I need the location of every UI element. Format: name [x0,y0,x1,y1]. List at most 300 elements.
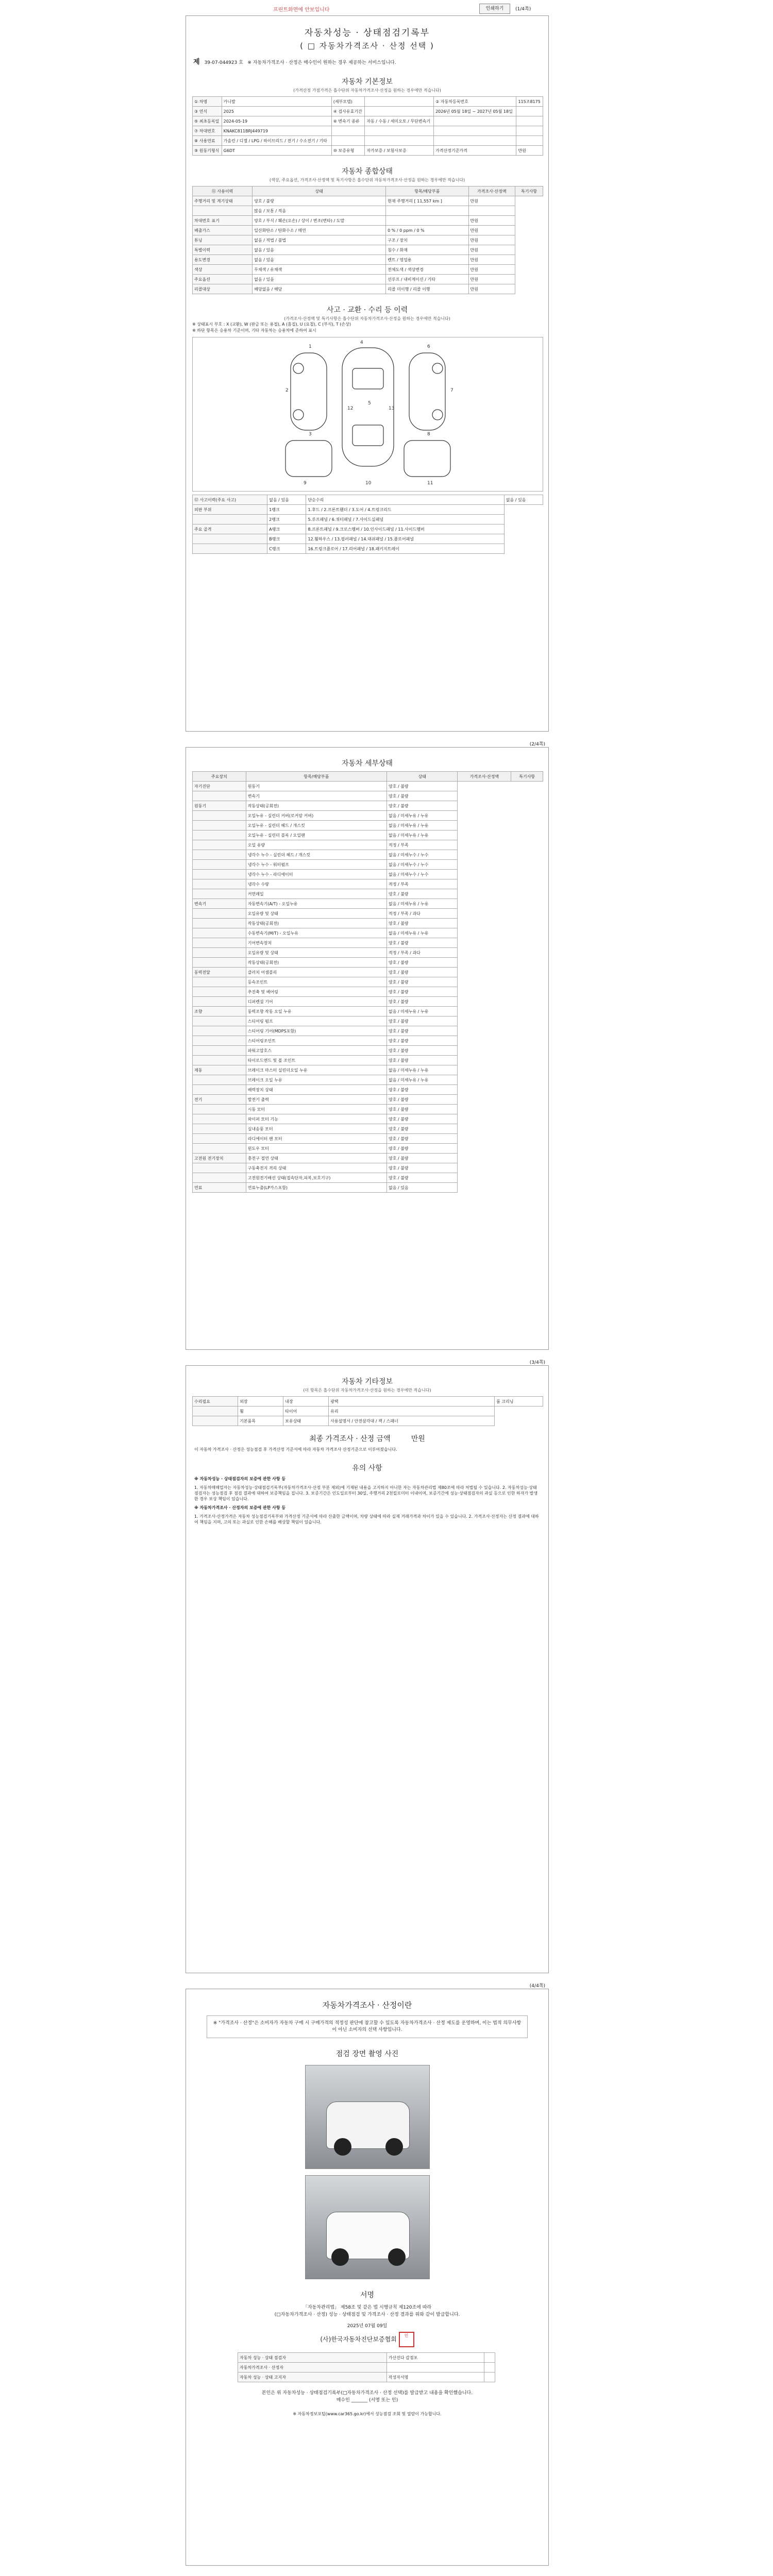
issuing-org-name: (사)한국자동차진단보증협회 [320,2335,397,2343]
table-cell [193,1163,246,1173]
table-cell: 작동상태(공회전) [246,801,386,811]
table-cell: 차대번호 표기 [193,216,253,226]
table-row [193,206,543,216]
page-2-tag: (2/4쪽) [529,742,545,747]
table-cell [193,821,246,831]
table-cell [365,97,434,107]
table-row [193,146,543,156]
column-header: 가격조사·산정액 [458,772,511,782]
table-row [193,1416,543,1426]
table-cell: 외판 부위 [193,505,267,515]
diagram-part-label: 1 [309,344,312,349]
table-cell: 많음 / 보통 / 적음 [253,206,386,216]
table-row [193,1183,543,1193]
table-cell: 스티어링 기어(MDPS포함) [246,1026,386,1036]
inspection-photo-1 [305,2065,430,2169]
table-cell [193,791,246,801]
table-row [193,909,543,919]
document-title: 자동차성능 · 상태점검기록부 [304,28,430,38]
caution-head-2: ※ 자동차가격조사 · 산정자의 보증에 관한 사항 등 [194,1505,286,1510]
car-right-view [409,353,445,430]
table-cell [193,860,246,870]
table-cell: 만원 [516,146,543,156]
table-cell: ⑫ 사고이력(주요 사고) [193,495,267,505]
table-cell: 일산화탄소 / 탄화수소 / 매연 [253,226,386,235]
table-cell: 기어변속장치 [246,938,386,948]
caution-body-1: 1. 자동차매매업자는 자동차성능·상태점검기록부(자동차가격조사·산정 부분 제외)에 기재된 내용을 고지하지 아니한 자는 자동차관리법 제80조에 따라 처벌될 수 있습니다. 2. 자동차성능·상태점검자는 성능점검 후 점검 결과에 대하여 보증책임을 집니다. 3. 보증기간은 인도일로부터 30일, 주행거리 2천킬로미터 이내이며, 보증기간에 성능·상태점검자의 과실 등으로 인한 하자가 발생한 경우 보상 책임이 있습니다. [194,1485,538,1501]
table-cell [386,206,468,216]
table-cell [193,997,246,1007]
column-header: 특기사항 [515,187,543,196]
table-cell: ② 자동차등록번호 [434,97,516,107]
caution-head-1: ※ 자동차성능 · 상태점검자의 보증에 관한 사항 등 [194,1477,286,1481]
table-cell: 양호 / 불량 [386,1114,458,1124]
table-cell: 추진축 및 베어링 [246,987,386,997]
table-cell: 없음 / 미세누수 / 누수 [386,870,458,879]
table-cell: 선루프 / 내비게이션 / 기타 [386,275,468,284]
table-cell [193,958,246,968]
table-cell: 렌트 / 영업용 [386,255,468,265]
table-row [193,821,543,831]
table-cell: A랭크 [267,524,306,534]
table-cell: 16.트렁크플로어 / 17.리어패널 / 18.패키지트레이 [306,544,504,554]
legend-line: ※ 상태표시 부호 : X (교환), W (판금 또는 용접), A (흠집), U (요철), C (부식), T (손상) [192,322,351,327]
table-row [193,1065,543,1075]
table-cell: 가솔린 / 디젤 / LPG / 하이브리드 / 전기 / 수소전기 / 기타 [222,136,331,146]
table-cell [193,870,246,879]
table-cell: 12.휠하우스 / 13.필러패널 / 14.대쉬패널 / 15.플로어패널 [306,534,504,544]
column-header: 가격조사·산정액 [468,187,515,196]
table-cell: 브레이크 오일 누유 [246,1075,386,1085]
table-cell [434,116,516,126]
buyer-sign: 매수인 _______ (서명 또는 인) [336,2398,398,2403]
table-cell: ① 차명 [193,97,222,107]
table-cell [386,2363,484,2372]
table-cell: 없음 / 적법 / 불법 [253,235,386,245]
table-cell: ③ 연식 [193,107,222,116]
doc-suffix: 호 [239,60,243,65]
table-cell: 없음 / 있음 [267,495,306,505]
doc-prefix: 제 [193,58,200,66]
table-cell: 작동상태(공회전) [246,919,386,928]
table-cell: 주행거리 및 계기상태 [193,196,253,206]
table-cell [484,2353,495,2363]
table-cell: 양호 / 불량 [386,1036,458,1046]
table-cell: 적정 / 부족 [386,840,458,850]
table-row [193,245,543,255]
table-row [193,505,543,515]
table-cell [193,1124,246,1134]
table-row [193,899,543,909]
table-cell: 윈도우 모터 [246,1144,386,1154]
table-cell: 리콜대상 [193,284,253,294]
table-cell: 없음 / 미세누유 / 누유 [386,1075,458,1085]
sign-text-1: 「자동차관리법」 제58조 및 같은 법 시행규칙 제120조에 따라 [303,2305,432,2310]
table-cell [386,216,468,226]
table-cell: 양호 / 불량 [386,987,458,997]
table-row [238,2372,495,2382]
table-cell: 원동기 [193,801,246,811]
table-row [238,2363,495,2372]
document-subtitle: ( □ 자동차가격조사 · 산정 선택 ) [300,41,434,50]
table-cell: 현재 주행거리 [ 11,557 km ] [386,196,468,206]
car-diagram [192,337,543,492]
table-row [193,889,543,899]
diagram-part-label: 13 [389,406,395,411]
table-cell: 양호 / 부식 / 훼손(오손) / 상이 / 변조(변타) / 도말 [253,216,386,226]
table-cell: 스티어링 펌프 [246,1016,386,1026]
top-bar [186,3,549,14]
caution-body-2: 1. 가격조사·산정가격은 자동차 성능점검기록부와 가격산정 기준서에 따라 산출한 금액이며, 차량 상태에 따라 실제 거래가격과 차이가 있을 수 있습니다. 2. 가격조사·산정자는 산정 결과에 대하여 책임을 지며, 고의 또는 과실로 인한 손해를 배상할 책임이 있습니다. [194,1514,539,1524]
table-cell: 8.프론트패널 / 9.크로스멤버 / 10.인사이드패널 / 11.사이드멤버 [306,524,504,534]
table-cell: 오일누유 - 실린더 커버(로커암 커버) [246,811,386,821]
price-note: 이 자동차 가격조사 · 산정은 성능점검 후 가격산정 기준서에 따라 자동차 가격조사 산정기준으로 이루어졌습니다. [194,1447,397,1452]
table-cell: 양호 / 불량 [253,196,386,206]
car-rear-view [404,440,450,477]
table-row [193,1397,543,1406]
table-row [193,1114,543,1124]
table-cell: 연료누출(LP가스포함) [246,1183,386,1193]
table-cell: 없음 / 있음 [504,495,543,505]
table-cell [193,987,246,997]
table-cell: 제동 [193,1065,246,1075]
table-cell: ⑧ 사용연료 [193,136,222,146]
table-header [193,187,543,196]
table-cell: 특별이력 [193,245,253,255]
table-cell [365,136,434,146]
table-cell: ⑦ 차대번호 [193,126,222,136]
inspection-photo-2 [305,2175,430,2279]
table-cell: 룸 크리닝 [494,1397,543,1406]
table-cell: 적정 / 부족 [386,879,458,889]
car-front-view [285,440,332,477]
table-row [193,126,543,136]
table-cell: 2랭크 [267,515,306,524]
table-row [193,811,543,821]
column-header: 항목/해당부품 [246,772,386,782]
table-cell: 라디에이터 팬 모터 [246,1134,386,1144]
table-cell: 가격산정기준가격 [434,146,516,156]
table-cell: 발전기 출력 [246,1095,386,1105]
page-3-tag: (3/4쪽) [529,1360,545,1365]
table-cell: 냉각수 누수 - 라디에이터 [246,870,386,879]
table-row [193,928,543,938]
accident-table [192,495,543,554]
table-cell: 자동변속기(A/T) - 오일누유 [246,899,386,909]
diagram-part-label: 7 [450,388,453,393]
table-cell: 양호 / 불량 [386,968,458,977]
table-cell: 자가보증 / 보험사보증 [365,146,434,156]
table-cell: 리콜 미이행 / 리콜 이행 [386,284,468,294]
table-cell: 배출가스 [193,226,253,235]
other-title: 자동차 기타정보 [341,1378,393,1386]
page-4-tag: (4/4쪽) [529,1984,545,1989]
table-cell: 전기 [193,1095,246,1105]
table-cell: 충전구 절연 상태 [246,1154,386,1163]
table-row [193,1007,543,1016]
diagram-part-label: 11 [427,481,433,486]
table-cell: 동력조향 작동 오일 누유 [246,1007,386,1016]
table-cell: 만원 [468,275,515,284]
table-row [193,1075,543,1085]
table-cell: 용도변경 [193,255,253,265]
price-unit: 만원 [411,1435,425,1443]
table-row [193,1406,543,1416]
table-cell: 내장 [283,1397,329,1406]
table-cell: 적정 / 부족 / 과다 [386,909,458,919]
column-header: 상태 [386,772,458,782]
table-cell: 양호 / 불량 [386,1124,458,1134]
table-cell: 양호 / 불량 [386,938,458,948]
table-cell [516,136,543,146]
table-cell: 자동 / 수동 / 세미오토 / 무단변속기 [365,116,434,126]
table-cell: 양호 / 불량 [386,977,458,987]
table-cell [193,879,246,889]
table-row [193,1016,543,1026]
table-cell: 양호 / 불량 [386,1163,458,1173]
table-row [193,216,543,226]
table-cell: (세부모델) [331,97,365,107]
table-row [193,831,543,840]
table-cell [193,1075,246,1085]
table-cell [331,136,365,146]
table-row [193,860,543,870]
page-2 [186,742,549,1350]
caution-title: 유의 사항 [352,1464,382,1472]
print-button[interactable]: 인쇄하기 [479,4,510,14]
table-cell: 만원 [468,255,515,265]
table-cell: 사용설명서 / 안전삼각대 / 잭 / 스패너 [329,1416,495,1426]
table-row [193,1026,543,1036]
table-row [193,1173,543,1183]
table-cell: 오일누유 - 실린더 헤드 / 개스킷 [246,821,386,831]
table-cell: 고전원전기배선 상태(접속단자,피복,보호기구) [246,1173,386,1183]
table-cell: 자기진단 [193,782,246,791]
table-cell [434,126,516,136]
table-cell [516,116,543,126]
table-cell: 냉각수 수량 [246,879,386,889]
table-cell [193,938,246,948]
sign-text-2: (□자동차가격조사 · 산정) 성능 · 상태점검 및 가격조사 · 산정 결과를 위와 같이 발급합니다. [274,2312,460,2317]
column-header: 상태 [253,187,386,196]
table-cell: 보유상태 [283,1416,329,1426]
table-cell: 만원 [468,196,515,206]
page-1 [186,15,549,732]
issue-date: 2025년 07월 09일 [347,2324,388,2329]
table-cell: 유리 [329,1406,495,1416]
table-cell: ⑥ 변속기 종류 [331,116,365,126]
photos-title: 점검 장면 촬영 사진 [335,2050,399,2058]
table-row [193,1163,543,1173]
table-cell [193,1036,246,1046]
table-row [193,495,543,505]
table-cell: 작성자서명 [386,2372,484,2382]
table-cell: 자동차 성능 · 상태 점검자 [238,2353,387,2363]
table-row [193,987,543,997]
table-cell: 작동상태(공회전) [246,958,386,968]
table-cell: 만원 [468,235,515,245]
basic-info-title: 자동차 기본정보 [341,78,393,86]
table-cell: 외장 [238,1397,283,1406]
table-row [193,1124,543,1134]
table-cell: 없음 / 있음 [253,275,386,284]
table-cell [365,107,434,116]
print-warning: 프린트화면에 안보입니다 [273,7,330,13]
pricing-intro-desc: ※ "가격조사 · 산정"은 소비자가 자동차 구매 시 구매가격의 적정성 판단에 참고할 수 있도록 자동차가격조사 · 산정 제도를 운영하며, 이는 법적 의무사항이 아닌 소비자의 선택 사항입니다. [207,2015,528,2038]
table-cell: 양호 / 불량 [386,782,458,791]
table-header [193,772,543,782]
table-row [193,524,543,534]
table-cell: 배력장치 상태 [246,1085,386,1095]
pricing-intro-title: 자동차가격조사 · 산정이란 [322,2001,412,2010]
table-row [193,136,543,146]
table-cell: 양호 / 불량 [386,1026,458,1036]
table-cell [468,206,515,216]
table-cell: 타이로드엔드 및 볼 조인트 [246,1056,386,1065]
table-cell: 만원 [468,284,515,294]
table-cell: 없음 / 있음 [386,1183,458,1193]
doc-note: ※ 자동차가격조사 · 산정은 매수인이 원하는 경우 제공하는 서비스입니다. [247,60,396,65]
table-cell: 구동축전지 격리 상태 [246,1163,386,1173]
table-cell: 기본품목 [238,1416,283,1426]
table-row [193,977,543,987]
table-cell [193,840,246,850]
table-cell [193,1114,246,1124]
table-cell [193,1026,246,1036]
table-row [193,879,543,889]
document-number-line [193,56,548,66]
table-row [193,801,543,811]
table-row [193,938,543,948]
table-cell: 스티어링조인트 [246,1036,386,1046]
table-cell: 없음 / 미세누수 / 누수 [386,850,458,860]
table-cell [434,136,516,146]
table-cell [193,534,267,544]
table-row [193,1144,543,1154]
table-cell [193,1144,246,1154]
table-cell [331,126,365,136]
table-cell: 없음 / 미세누유 / 누유 [386,1065,458,1075]
column-header: ⑪ 사용이력 [193,187,253,196]
table-row [193,1154,543,1163]
table-cell: 오일누유 - 실린더 블록 / 오일팬 [246,831,386,840]
table-row [193,534,543,544]
diagram-part-label: 4 [360,340,363,345]
footnote: ※ 자동차정보포털(www.car365.go.kr)에서 성능점검 조회 및 열람이 가능합니다. [293,2412,442,2416]
table-cell: 115조8175 [516,97,543,107]
table-cell [484,2372,495,2382]
table-cell: 0 % / 0 ppm / 0 % [386,226,468,235]
summary-title: 자동차 종합상태 [341,167,393,176]
table-cell [193,1056,246,1065]
table-cell: 시동 모터 [246,1105,386,1114]
table-cell [193,1085,246,1095]
column-header: 특기사항 [511,772,543,782]
table-row [193,1134,543,1144]
table-cell: 없음 / 미세누유 / 누유 [386,811,458,821]
issuing-org [186,2332,548,2347]
table-cell: ⑨ 원동기형식 [193,146,222,156]
table-cell: 양호 / 불량 [386,889,458,899]
table-cell: 2024-05-19 [222,116,331,126]
table-row [193,1046,543,1056]
table-cell: 전체도색 / 색상변경 [386,265,468,275]
table-cell: 주요옵션 [193,275,253,284]
table-cell: 단순수리 [306,495,504,505]
table-row [193,544,543,554]
table-row [193,1085,543,1095]
table-row [193,840,543,850]
table-row [193,958,543,968]
table-cell: 냉각수 누수 - 워터펌프 [246,860,386,870]
table-cell [193,811,246,821]
table-row [193,948,543,958]
table-cell: 침수 / 화재 [386,245,468,255]
table-cell: 오일 유량 [246,840,386,850]
table-cell: 양호 / 불량 [386,1095,458,1105]
table-cell: 수리필요 [193,1397,238,1406]
table-cell: 디퍼렌셜 기어 [246,997,386,1007]
table-cell: 양호 / 불량 [386,1016,458,1026]
table-cell: 오일유량 및 상태 [246,948,386,958]
other-note: (더 항목은 흡수단위 자동차가격조사·산정을 원하는 경우에만 적습니다) [303,1388,431,1393]
table-cell: 양호 / 불량 [386,1085,458,1095]
table-cell: 가산진다 갑점포 [386,2353,484,2363]
table-cell [193,1016,246,1026]
table-cell: 없음 / 미세누유 / 누유 [386,928,458,938]
table-cell: 브레이크 마스터 실린더오일 누유 [246,1065,386,1075]
table-row [193,284,543,294]
table-cell [193,831,246,840]
table-cell [193,948,246,958]
table-row [193,1095,543,1105]
table-cell: 양호 / 불량 [386,1105,458,1114]
table-cell [193,206,253,216]
page-indicator: (1/4쪽) [515,7,531,12]
table-cell: 커먼레일 [246,889,386,899]
table-cell: 색상 [193,265,253,275]
table-cell: 고전원 전기장치 [193,1154,246,1163]
table-cell [516,107,543,116]
table-row [193,1056,543,1065]
basic-info-table [192,96,543,156]
table-cell: 만원 [468,216,515,226]
table-cell: 수동변속기(M/T) - 오일누유 [246,928,386,938]
doc-number: 39-07-044923 [204,60,238,65]
page-4 [186,1984,549,2566]
table-cell: 조향 [193,1007,246,1016]
table-row [193,870,543,879]
table-cell [193,1416,238,1426]
table-cell: 연료 [193,1183,246,1193]
table-cell: 해당없음 / 해당 [253,284,386,294]
table-cell: KNAKC811BRJ449719 [222,126,331,136]
table-cell: 없음 / 미세누수 / 누수 [386,860,458,870]
table-cell: 와이퍼 모터 기능 [246,1114,386,1124]
table-cell [193,1105,246,1114]
table-cell [193,977,246,987]
diagram-part-label: 9 [304,481,307,486]
column-header: 항목/해당부품 [386,187,468,196]
table-row [193,782,543,791]
table-cell: 적정 / 부족 / 과다 [386,948,458,958]
other-table [192,1396,543,1426]
table-cell: 양호 / 불량 [386,1046,458,1056]
table-cell: 양호 / 불량 [386,1056,458,1065]
diagram-part-label: 8 [427,432,430,437]
table-cell: 양호 / 불량 [386,958,458,968]
table-cell: 양호 / 불량 [386,791,458,801]
